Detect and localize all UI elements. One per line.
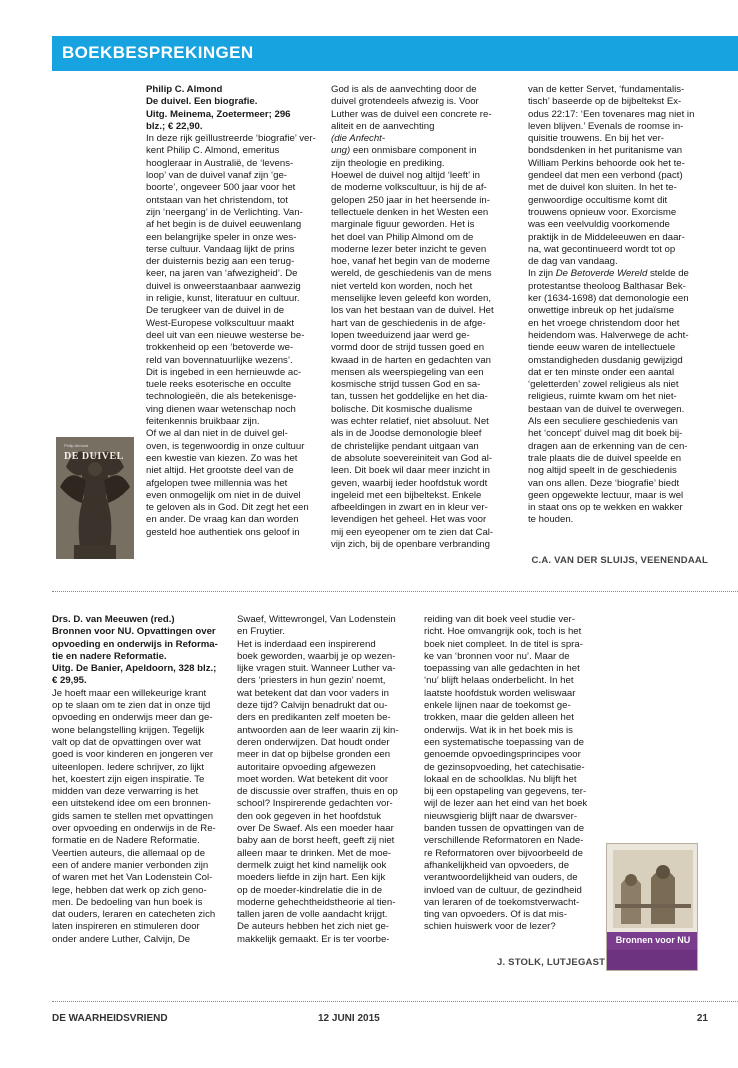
review1-body-col1 (146, 133, 316, 539)
text-line: ving dienen waar wetenschap noch (146, 403, 296, 415)
text-line: genwoordige occultisme komt dit (528, 194, 668, 206)
review1-text-fragment: In zijn (528, 268, 556, 280)
text-line: met de duivel kon sluiten. In het te- (528, 182, 677, 194)
text-line: baby aan de borst heeft, geeft zij niet (237, 835, 395, 847)
review1-italic-term-end: ung) (331, 145, 351, 157)
book-cover-de-duivel (56, 437, 134, 559)
text-line: even onmogelijk om niet in de duivel (146, 489, 301, 501)
cover2-title: Bronnen voor NU (615, 935, 691, 945)
text-line: de discussie over straffen, thuis en op (237, 786, 398, 798)
text-line: schien huiswerk voor de lezer? (424, 921, 556, 933)
text-line: bondsdenken in het puritanisme van (528, 145, 683, 157)
text-line: de moderne volkscultuur, is hij de af- (331, 182, 487, 194)
text-line: gelopen 250 jaar in het heersende in- (331, 194, 490, 206)
text-line: ontstaan van het christendom, tot (146, 194, 288, 206)
text-line: reld van bovennatuurlijke wezens’. (146, 354, 293, 366)
review1-bib-publisher: Uitg. Meinema, Zoetermeer; 296 (146, 108, 291, 120)
text-line: deren onderwijzen. Dat houdt onder (237, 736, 390, 748)
review2-signature: J. STOLK, LUTJEGAST (497, 957, 606, 968)
text-line: West-Europese volkscultuur maakt (146, 317, 295, 329)
text-line: meer in dat op bijbelse gronden een (237, 749, 391, 761)
text-line: geen opgewekte lectuur, maar is wel (528, 489, 684, 501)
text-line: genoemde opvoedingsprincipes voor (424, 749, 581, 761)
text-line: alleen maar te drinken. Met de moe- (237, 847, 392, 859)
text-line: terse cultuur. Vandaag lijkt de prins (146, 243, 295, 255)
text-line: vormd door de strijd tussen goed en (331, 342, 485, 354)
text-line: Veertien auteurs, die allemaal op de (52, 847, 206, 859)
text-line: oven, is tegenwoordig in onze cultuur (146, 440, 305, 452)
text-line: wereld, de geschiedenis van de mens (331, 268, 492, 280)
review1-body-col3-start (528, 84, 708, 268)
text-line: technologieën, die als betekenisge- (146, 391, 297, 403)
text-line: odus 22:17: ‘Een tovenares mag niet in (528, 108, 695, 120)
text-line: niet altijd. Het grootste deel van de (146, 465, 294, 477)
text-line: leven blijven.’ Evenals de roomse in- (528, 120, 684, 132)
text-line: loop’ van de duivel vanaf zijn ‘ge- (146, 170, 287, 182)
text-line: school? Inspirerende gedachten vor- (237, 798, 393, 810)
text-line: hart van de geschiedenis in de afge- (331, 317, 486, 329)
text-line: een kwestie van kiezen. Zo was het (146, 452, 298, 464)
text-line: bij een opstapeling van gegevens, ter- (424, 786, 587, 798)
text-line: duivel is onweerstaanbaar aanwezig (146, 280, 301, 292)
text-line: moet worden. Wat betekent dit voor (237, 773, 389, 785)
text-line: kent Philip C. Almond, emeritus (146, 145, 280, 157)
text-line: trouwens opnieuw voor. Exorcisme (528, 206, 677, 218)
text-line: kwaad in de harten en gedachten van (331, 354, 492, 366)
text-line: lokaal en de schoolklas. Nu blijft het (424, 773, 577, 785)
text-line: marginale figuur geworden. Het is (331, 219, 475, 231)
text-line: Als een seculiere geschiedenis van (528, 416, 678, 428)
text-line: deze tijd? Calvijn benadrukt dat ou- (237, 700, 388, 712)
text-line: te geloven als in God. Dit zegt het een (146, 502, 309, 514)
text-line: goed is voor kinderen en jongeren ver (52, 749, 214, 761)
text-line: een belangrijke speler in onze wes- (146, 231, 297, 243)
text-line: Uitg. De Banier, Apeldoorn, 328 blz.; (52, 663, 217, 675)
footer-divider (52, 1001, 738, 1002)
text-line: re Reformatoren over bijvoorbeeld de (424, 847, 583, 859)
text-line: tellectuele denken in het Westen een (331, 206, 489, 218)
text-line: moderne gehechtheidstheorie al tien- (237, 896, 396, 908)
text-line: € 29,95. (52, 675, 87, 687)
text-line: levendigen het geheel. Het was voor (331, 514, 487, 526)
text-line: na, wat gecontinueerd wordt tot op (528, 243, 676, 255)
footer-date: 12 JUNI 2015 (318, 1013, 380, 1024)
text-line: hoogleraar in Australië, de ‘levens- (146, 157, 294, 169)
text-line: Drs. D. van Meeuwen (red.) (52, 614, 175, 625)
text-line: te houden. (528, 514, 574, 526)
text-line: de gezinsopvoeding, het catechisatie- (424, 761, 585, 773)
review1-body-col2-rest (331, 158, 507, 552)
text-line: toepassing van alle gedachten in het (424, 663, 580, 675)
review2-column-2 (237, 614, 415, 946)
text-line: opvoeding en onderwijs meer dan ge- (52, 712, 213, 724)
text-line: boorte’, ongeveer 500 jaar voor het (146, 182, 296, 194)
text-line: ders en predikanten zelf moeten be- (237, 712, 391, 724)
text-line: bolische. Dit kosmische dualisme (331, 403, 473, 415)
text-line: onder andere Luther, Calvijn, De (52, 933, 191, 945)
text-line: dat er ten minste onder een aantal (528, 366, 675, 378)
text-line: tisch’ baseerde op de bijbeltekst Ex- (528, 96, 682, 108)
review1-column-3 (528, 84, 708, 527)
text-line: van leraren of de toekomstverwacht- (424, 896, 580, 908)
text-line: bestaan van de duivel te overwegen. (528, 403, 685, 415)
text-line: dat ouders, leraren en catecheten zich (52, 909, 216, 921)
text-line: laten inspireren en stimuleren door (52, 921, 200, 933)
text-line: feitenkennis bruikbaar zijn. (146, 416, 260, 428)
text-line: tan, tussen het goddelijke en het dia- (331, 391, 488, 403)
engraving-illustration (607, 844, 698, 971)
review1-italic-term: (die Anfecht- (331, 133, 386, 145)
text-line: en het vroege christendom door het (528, 317, 680, 329)
footer-page-number: 21 (696, 1013, 708, 1024)
text-line: protestantse theoloog Balthasar Bek- (528, 280, 686, 292)
text-line: den ook gegeven in het hoofdstuk (237, 810, 382, 822)
text-line: tiende eeuw waren de intellectuele (528, 342, 676, 354)
review1-body-line (331, 145, 507, 157)
text-line: omstandigheden dusdanig gewijzigd (528, 354, 683, 366)
text-line: menselijke leven geleefd kon worden, (331, 293, 491, 305)
text-line: een systematische toepassing van de (424, 736, 584, 748)
text-line: Swaef, Wittewrongel, Van Lodenstein (237, 614, 396, 625)
text-line: wat betekent dat dan voor vaders in (237, 687, 389, 699)
text-line: lopen tweeduizend jaar werd ge- (331, 329, 470, 341)
review2-bibliography (52, 614, 230, 688)
text-line: formatie en de Nadere Reformatie. (52, 835, 200, 847)
text-line: wijl de lezer aan het eind van het boek (424, 798, 588, 810)
review1-signature: C.A. VAN DER SLUIJS, VEENENDAAL (531, 555, 708, 566)
text-line: William Perkins behoorde ook het te- (528, 157, 685, 169)
text-line: de christelijke pendant uitgaan van (331, 440, 479, 452)
text-line: mij een eyeopener om te zien dat Cal- (331, 526, 494, 538)
text-line: heidendom was. Halverwege de acht- (528, 329, 689, 341)
text-line: verantwoordelijkheid van ouders, de (424, 872, 578, 884)
text-line: gids samen te stellen met opvattingen (52, 810, 214, 822)
text-line: of waren met het Van Lodenstein Col- (52, 872, 213, 884)
review1-body-col3-rest (528, 281, 708, 527)
text-line: verschillende Reformatoren en Nade- (424, 835, 584, 847)
text-line: tallen jaren de volle aandacht krijgt. (237, 909, 388, 921)
text-line: De auteurs hebben het zich niet ge- (237, 921, 390, 933)
review2-column-3 (424, 614, 600, 934)
text-line: boek niet compleet. In de titel is spra- (424, 638, 583, 650)
text-line: leen. Dit boek wil daar meer inzicht in (331, 465, 490, 477)
divider-dotted (52, 591, 738, 592)
text-line: duivel grotendeels afwezig is. Voor (331, 96, 479, 108)
text-line: het doel van Philip Almond om de (331, 231, 474, 243)
review1-bib-price: blz.; € 22,90. (146, 120, 203, 132)
text-line: ‘geletterden’ zowel religieus als niet (528, 379, 679, 391)
text-line: zijn ‘neergang’ in de Verlichting. Van- (146, 206, 303, 218)
text-line: hoe, vanaf het begin van de moderne (331, 256, 490, 268)
text-line: als in de Joodse demonologie bleef (331, 428, 482, 440)
text-line: onwettige inbreuk op het judaïsme (528, 305, 675, 317)
text-line: praktijk in de Middeleeuwen en daar- (528, 231, 685, 243)
text-line: was echter relatief, niet absoluut. Net (331, 416, 489, 428)
text-line: gendeel dat men een verbond (pact) (528, 170, 683, 182)
text-line: laatste hoofdstuk worden weliswaar (424, 687, 576, 699)
text-line: afhankelijkheid van opvoeders, de (424, 859, 570, 871)
text-line: dragen aan de erkenning van de cen- (528, 440, 688, 452)
text-line: antwoorden aan de leer waarin zij kin- (237, 724, 399, 736)
text-line: men. De bedoeling van hun boek is (52, 896, 203, 908)
text-line: gesteld hoe authentiek ons geloof in (146, 526, 300, 538)
text-line: Hoewel de duivel nog altijd ‘leeft’ in (331, 170, 480, 182)
text-line: valt op dat de opvattingen over wat (52, 736, 201, 748)
text-line: Het is inderdaad een inspirerend (237, 638, 376, 650)
text-line: richt. Hoe omvangrijk ook, toch is het (424, 626, 582, 638)
cover-title: DE DUIVEL (64, 451, 124, 462)
text-line: wone belangstelling krijgen. Tegelijk (52, 724, 205, 736)
review1-body-line (528, 268, 708, 280)
text-line: niet verteld kon worden, noch het (331, 280, 473, 292)
review2-body-col1 (52, 688, 230, 946)
text-line: ke van ‘bronnen voor nu’. Maar de (424, 650, 570, 662)
text-line: deel uit van een nieuwe westerse be- (146, 329, 305, 341)
review1-book-title-italic: De Betoverde Wereld (555, 268, 648, 280)
review1-text-fragment: stelde de (647, 268, 689, 280)
text-line: het, koestert zijn eigen inspiratie. Te (52, 773, 205, 785)
text-line: ting van opvoeders. Of is dat mis- (424, 909, 567, 921)
review1-bib-author: Philip C. Almond (146, 84, 223, 95)
text-line: zijn theologie en prediking. (331, 157, 445, 169)
text-line: over De Swaef. Als een moeder haar (237, 823, 394, 835)
text-line: geven, waarbij ieder hoofdstuk wordt (331, 477, 488, 489)
text-line: Of we al dan niet in de duivel gel- (146, 428, 288, 440)
text-line: opvoeding en onderwijs in Reforma- (52, 638, 218, 650)
text-line: reiding van dit boek veel studie ver- (424, 614, 575, 625)
text-line: de absolute soevereiniteit van God al- (331, 452, 493, 464)
text-line: trale plaats die de duivel speelde en (528, 452, 682, 464)
section-title: BOEKBESPREKINGEN (62, 43, 254, 62)
text-line: banden tussen de opvattingen van de (424, 823, 585, 835)
text-line: over opvoeding en onderwijs in de Re- (52, 823, 216, 835)
review2-body-col3 (424, 614, 600, 934)
text-line: was een veelvuldig voorkomende (528, 219, 670, 231)
text-line: en ander. De vraag kan dan worden (146, 514, 299, 526)
review1-bib-title: De duivel. Een biografie. (146, 96, 258, 108)
text-line: ders ‘priesters in hun gezin’ noemt, (237, 675, 386, 687)
text-line: op te slaan om te zien dat in onze tijd (52, 700, 211, 712)
text-line: vijn zich, bij de openbare verbranding (331, 538, 490, 550)
text-line: Dit is ingebed in een hernieuwde ac- (146, 366, 302, 378)
text-line: moderne lezer beter inzicht te geven (331, 243, 487, 255)
review1-text-fragment: een onmisbare component in (350, 145, 477, 157)
text-line: Luther was de duivel een concrete re- (331, 108, 492, 120)
text-line: moeders liefde in zijn hart. Een kijk (237, 872, 386, 884)
text-line: een of andere manier verbonden zijn (52, 859, 209, 871)
text-line: enkele lijnen naar de toekomst ge- (424, 700, 571, 712)
text-line: van ons allen. Deze ‘biografie’ biedt (528, 477, 680, 489)
text-line: mensen als weerspiegeling van een (331, 366, 484, 378)
text-line: De terugkeer van de duivel in de (146, 305, 285, 317)
review1-column-2 (331, 84, 507, 551)
text-line: autoritaire opvoeding afgewezen (237, 761, 376, 773)
text-line: keer, na jaren van ‘afwezigheid’. De (146, 268, 298, 280)
text-line: onderwijs. Wat ik in het boek mis is (424, 724, 573, 736)
text-line: dermelk zuigt het kind namelijk ook (237, 859, 387, 871)
text-line: de dag van vandaag. (528, 256, 618, 268)
text-line: invloed van de cultuur, de gezindheid (424, 884, 582, 896)
text-line: in religie, kunst, literatuur en cultuur. (146, 293, 300, 305)
text-line: afbeeldingen in zwart en in kleur ver- (331, 502, 488, 514)
text-line: uiteenlopen. Iedere schrijver, zo lijkt (52, 761, 204, 773)
text-line: en Fruytier. (237, 626, 285, 638)
text-line: nog altijd speelt in de geschiedenis (528, 465, 677, 477)
footer-publication: DE WAARHEIDSVRIEND (52, 1013, 168, 1024)
text-line: in staat ons op te wekken en wakker (528, 502, 683, 514)
text-line: In deze rijk geïllustreerde ‘biografie’ ver- (146, 133, 316, 145)
text-line: ingeleid met een bijbeltekst. Enkele (331, 489, 482, 501)
text-line: nieuwsgierig blijft naar de dwarsver- (424, 810, 578, 822)
review1-column-1 (146, 84, 316, 539)
text-line: religieus, ruimte kwam om het niet- (528, 391, 677, 403)
text-line: afgelopen twee millennia was het (146, 477, 288, 489)
book-cover-bronnen-voor-nu (606, 843, 698, 971)
section-banner (52, 36, 738, 71)
text-line: makkelijk gemaakt. Er is ter voorbe- (237, 933, 390, 945)
text-line: af het begin is de duivel eeuwenlang (146, 219, 302, 231)
text-line: quisitie trouwens. En bij het ver- (528, 133, 664, 145)
cover-author: Philip Almond (64, 443, 89, 448)
review1-body-col2-start (331, 84, 507, 133)
text-line: tuele reeks esoterische en occulte (146, 379, 292, 391)
text-line: lege, hebben dat werk op zich geno- (52, 884, 207, 896)
review1-body-line (331, 133, 507, 145)
text-line: los van het bestaan van de duivel. Het (331, 305, 494, 317)
text-line: midden van deze verwarring is het (52, 786, 199, 798)
text-line: kosmische strijd tussen God en sa- (331, 379, 481, 391)
text-line: het ‘concept’ duivel mag dit boek bij- (528, 428, 683, 440)
text-line: van de ketter Servet, ‘fundamentalis- (528, 84, 685, 95)
text-line: ‘nu’ blijft helaas onderbelicht. In het (424, 675, 574, 687)
text-line: God is als de aanvechting door de (331, 84, 477, 95)
text-line: boek geworden, waarbij je op wezen- (237, 650, 396, 662)
text-line: der duisternis bezig aan een terug- (146, 256, 295, 268)
text-line: een uitstekend idee om een bronnen- (52, 798, 211, 810)
text-line: Je hoeft maar een willekeurige krant (52, 687, 207, 699)
text-line: trokkenheid op een ‘betoverde we- (146, 342, 294, 354)
text-line: op de moeder-kindrelatie die in de (237, 884, 383, 896)
text-line: ker (1634-1698) dat demonologie een (528, 293, 689, 305)
text-line: trokken, maar die gelden alleen het (424, 712, 574, 724)
text-line: tie en nadere Reformatie. (52, 650, 167, 662)
text-line: aliteit en de aanvechting (331, 120, 435, 132)
text-line: lijke vragen stuit. Wanneer Luther va- (237, 663, 396, 675)
text-line: Bronnen voor NU. Opvattingen over (52, 626, 216, 638)
review2-column-1 (52, 614, 230, 946)
review2-body-col2 (237, 614, 415, 946)
